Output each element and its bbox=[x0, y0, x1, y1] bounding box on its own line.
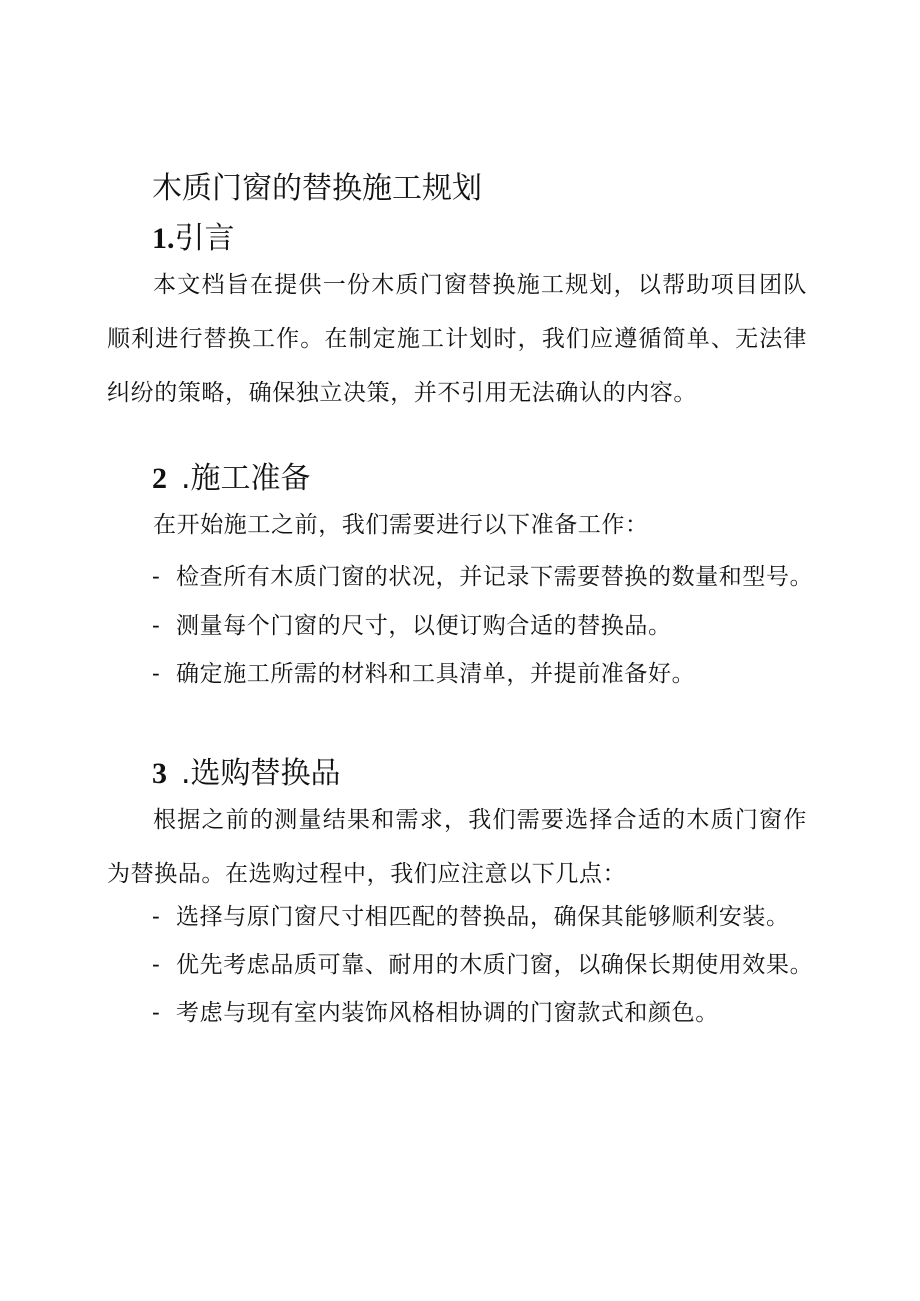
list-marker: - bbox=[152, 1000, 161, 1026]
list-marker: - bbox=[152, 904, 161, 930]
list-item-text: 测量每个门窗的尺寸，以便订购合适的替换品。 bbox=[176, 613, 672, 639]
section-heading-text: 引言 bbox=[174, 221, 235, 256]
section-paragraph-introduction: 本文档旨在提供一份木质门窗替换施工规划，以帮助项目团队顺利进行替换工作。在制定施工计划时，我们应遵循简单、无法律纠纷的策略，确保独立决策，并不引用无法确认的内容。 bbox=[107, 272, 807, 406]
list-item bbox=[152, 902, 790, 932]
section-heading-preparation bbox=[152, 456, 311, 502]
list-item-text: 确定施工所需的材料和工具清单，并提前准备好。 bbox=[176, 661, 696, 687]
section-number: 3 bbox=[152, 757, 167, 790]
section-heading-purchasing bbox=[152, 751, 341, 797]
section-paragraph-purchasing: 根据之前的测量结果和需求，我们需要选择合适的木质门窗作为替换品。在选购过程中，我们应注意以下几点： bbox=[107, 807, 807, 887]
list-item bbox=[152, 950, 813, 980]
list-item bbox=[152, 562, 813, 592]
list-marker: - bbox=[152, 661, 161, 687]
list-item-text: 优先考虑品质可靠、耐用的木质门窗，以确保长期使用效果。 bbox=[176, 952, 814, 978]
list-item bbox=[152, 998, 719, 1028]
list-item-text: 考虑与现有室内装饰风格相协调的门窗款式和颜色。 bbox=[176, 1000, 719, 1026]
section-heading-text: .施工准备 bbox=[181, 461, 311, 496]
section-heading-introduction bbox=[152, 216, 235, 262]
list-marker: - bbox=[152, 952, 161, 978]
list-item bbox=[152, 659, 695, 689]
section-number: 2 bbox=[152, 462, 167, 495]
section-number: 1. bbox=[152, 222, 175, 255]
list-item bbox=[152, 611, 672, 641]
list-marker: - bbox=[152, 564, 161, 590]
section-paragraph-preparation: 在开始施工之前，我们需要进行以下准备工作： bbox=[153, 512, 649, 538]
list-item-text: 选择与原门窗尺寸相匹配的替换品，确保其能够顺利安装。 bbox=[176, 904, 790, 930]
list-item-text: 检查所有木质门窗的状况，并记录下需要替换的数量和型号。 bbox=[176, 564, 814, 590]
document-title: 木质门窗的替换施工规划 bbox=[152, 171, 482, 206]
list-marker: - bbox=[152, 613, 161, 639]
section-heading-text: .选购替换品 bbox=[181, 756, 341, 791]
